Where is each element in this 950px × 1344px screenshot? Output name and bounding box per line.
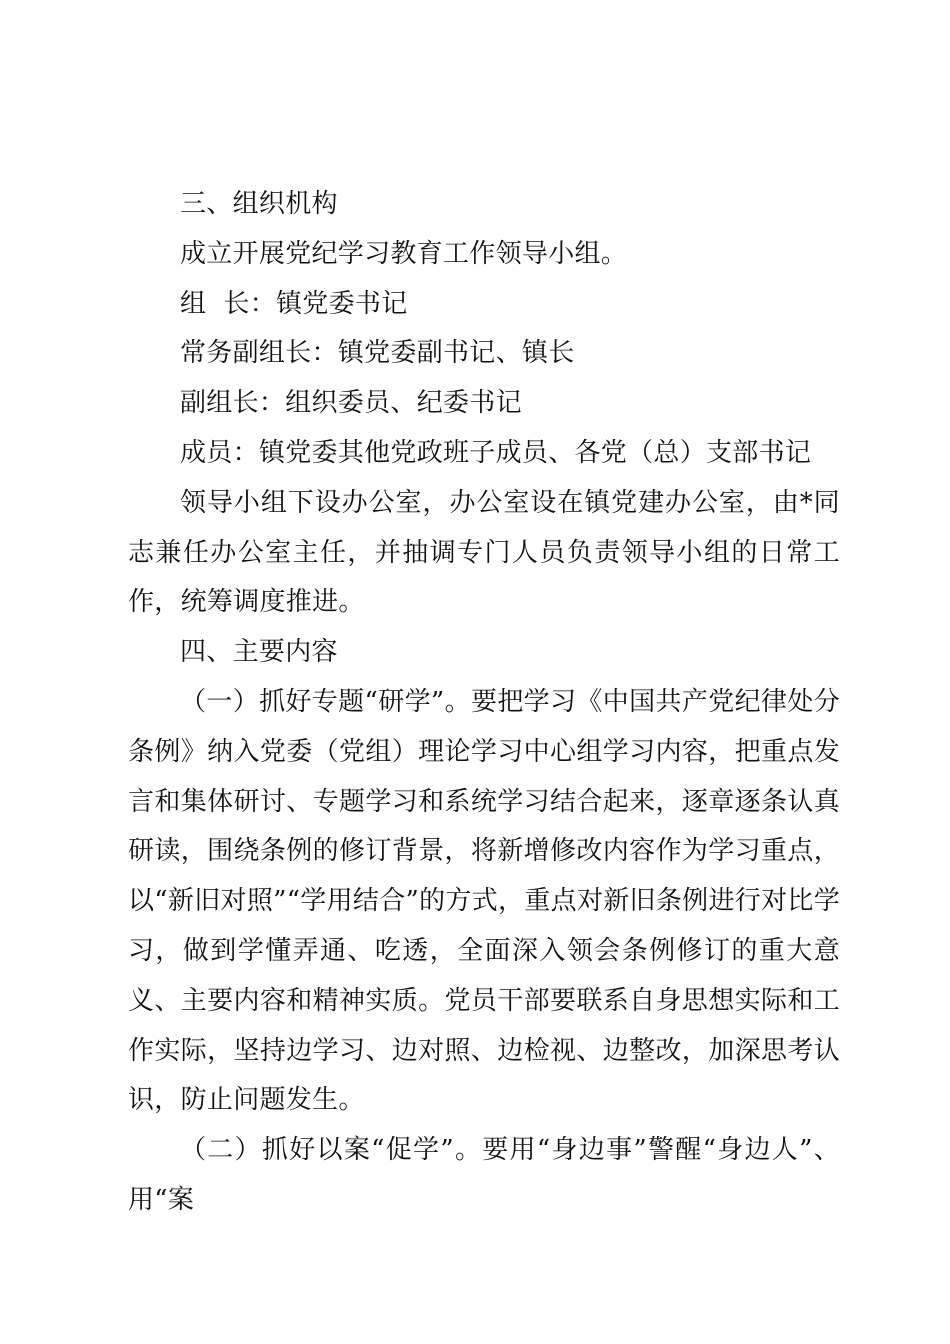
section-heading-main-content: 四、主要内容 [180, 637, 338, 668]
section-heading-organization: 三、组织机构 [180, 189, 338, 219]
paragraph-members: 成员：镇党委其他党政班子成员、各党（总）支部书记 [180, 437, 812, 468]
paragraph-executive-deputy: 常务副组长：镇党委副书记、镇长 [180, 338, 575, 369]
paragraph-deputy-leader: 副组长：组织委员、纪委书记 [180, 388, 522, 419]
paragraph-leading-group: 成立开展党纪学习教育工作领导小组。 [180, 238, 628, 269]
document-body [128, 180, 840, 1226]
paragraph-case-study: （二）抓好以案“促学”。要用“身边事”警醒“身边人”、用“案 [128, 1135, 840, 1215]
paragraph-topic-study: （一）抓好专题“研学”。要把学习《中国共产党纪律处分条例》纳入党委（党组）理论学习中心组学习内容，把重点发言和集体研讨、专题学习和系统学习结合起来，逐章逐条认真研读，围绕条例的修订背景，将新增修改内容作为学习重点，以“新旧对照”“学用结合”的方式，重点对新旧条例进行对比学习，做到学懂弄通、吃透，全面深入领会条例修订的重大意义、主要内容和精神实质。党员干部要联系自身思想实际和工作实际，坚持边学习、边对照、边检视、边整改，加深思考认识，防止问题发生。 [128, 686, 840, 1116]
paragraph-group-leader: 组 长：镇党委书记 [180, 288, 408, 319]
paragraph-office: 领导小组下设办公室，办公室设在镇党建办公室，由*同志兼任办公室主任，并抽调专门人员负责领导小组的日常工作，统筹调度推进。 [128, 487, 840, 618]
